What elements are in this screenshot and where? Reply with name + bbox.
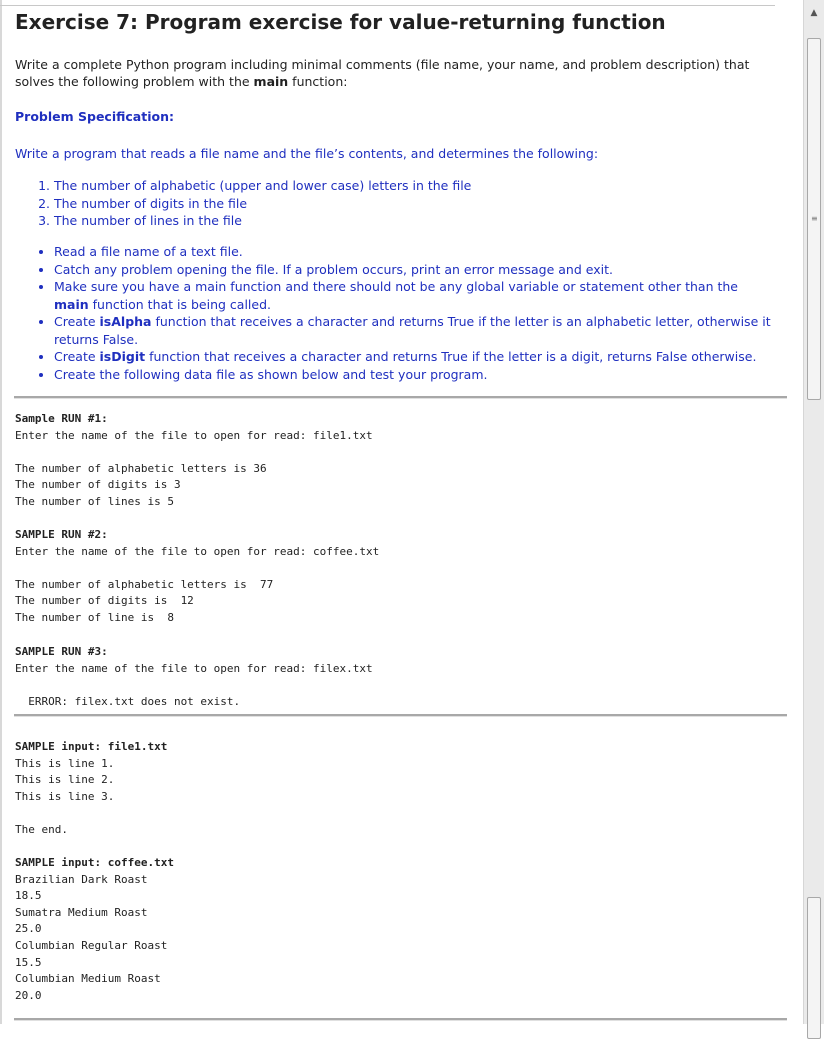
spec-text: Write a program that reads a file name and the file’s contents, and determines the following:: [15, 146, 599, 161]
bullet-text: Create: [54, 314, 100, 329]
intro-paragraph: [15, 56, 780, 90]
input-label: SAMPLE input: coffee.txt: [15, 856, 174, 869]
sample-input-coffee: [15, 855, 174, 1004]
run-output: The number of digits is 12: [15, 594, 194, 608]
list-item: • Catch any problem opening the file. If a problem occurs, print an error message and exit.: [54, 261, 774, 279]
bullet-text: Create: [54, 349, 100, 364]
input-line: 18.5: [15, 889, 42, 903]
bullet-text: function that receives a character and returns True if the letter is an alphabetic letter, otherwise it returns False.: [54, 314, 771, 347]
list-item: 1. The number of alphabetic (upper and lower case) letters in the file: [54, 177, 774, 195]
bullet-text: function that is being called.: [88, 296, 271, 312]
grip-icon: ≡: [811, 214, 818, 223]
run-prompt: Enter the name of the file to open for read: coffee.txt: [15, 544, 380, 558]
requirements-list: [15, 177, 774, 230]
instructions-list: [15, 243, 774, 383]
run-label: Sample RUN #1:: [15, 412, 108, 425]
divider: [14, 396, 787, 399]
run-output: The number of lines is 5: [15, 494, 174, 508]
spec-heading: Problem Specification:: [15, 109, 174, 124]
intro-tail: function:: [288, 74, 348, 89]
input-label: SAMPLE input: file1.txt: [15, 740, 168, 753]
intro-main-bold: main: [253, 74, 289, 89]
sample-input-file1: [15, 739, 167, 839]
list-item: [54, 348, 774, 366]
bullet-bold: isAlpha: [99, 314, 152, 329]
input-line: 15.5: [15, 955, 42, 969]
sample-run-2: [15, 527, 379, 627]
run-error: ERROR: filex.txt does not exist.: [15, 694, 241, 708]
list-item: [54, 313, 774, 348]
exercise-title: Exercise 7: Program exercise for value-returning function: [15, 10, 666, 34]
intro-text: Write a complete Python program including minimal comments (file name, your name, and problem description) that solves the following problem with the: [15, 57, 750, 89]
run-output: The number of line is 8: [15, 610, 174, 624]
divider: [14, 1018, 787, 1021]
sample-run-3: [15, 644, 373, 710]
input-line: 25.0: [15, 922, 42, 936]
run-label: SAMPLE RUN #3:: [15, 645, 108, 658]
sample-run-1: [15, 411, 373, 511]
top-border: [0, 5, 775, 6]
vertical-scrollbar[interactable]: [803, 0, 824, 1024]
list-item: [54, 278, 774, 313]
divider: [14, 714, 787, 717]
run-prompt: Enter the name of the file to open for read: file1.txt: [15, 428, 373, 442]
input-line: Brazilian Dark Roast: [15, 872, 148, 886]
window-edge: [0, 0, 2, 1024]
list-item: • Create the following data file as shown below and test your program.: [54, 366, 774, 384]
bullet-bold: isDigit: [99, 349, 146, 364]
input-line: This is line 3.: [15, 789, 115, 803]
list-item: 3. The number of lines in the file: [54, 212, 774, 230]
list-item: • Read a file name of a text file.: [54, 243, 774, 261]
bullet-text: Make sure you have a main function and there should not be any global variable or statement other than the: [54, 279, 738, 294]
bullet-bold: main: [54, 296, 89, 312]
run-prompt: Enter the name of the file to open for read: filex.txt: [15, 661, 373, 675]
input-line: 20.0: [15, 988, 42, 1002]
input-line: The end.: [15, 822, 68, 836]
run-output: The number of digits is 3: [15, 478, 181, 492]
run-output: The number of alphabetic letters is 77: [15, 577, 274, 591]
run-output: The number of alphabetic letters is 36: [15, 461, 267, 475]
input-line: Columbian Medium Roast: [15, 972, 161, 986]
input-line: Sumatra Medium Roast: [15, 905, 148, 919]
scroll-thumb[interactable]: [807, 38, 821, 400]
run-label: SAMPLE RUN #2:: [15, 528, 108, 541]
scroll-thumb[interactable]: [807, 897, 821, 1039]
scroll-up-icon[interactable]: ▲: [810, 8, 818, 18]
list-item: 2. The number of digits in the file: [54, 195, 774, 213]
input-line: This is line 2.: [15, 773, 115, 787]
input-line: This is line 1.: [15, 756, 115, 770]
input-line: Columbian Regular Roast: [15, 938, 168, 952]
bullet-text: function that receives a character and returns True if the letter is a digit, returns False otherwise.: [145, 349, 757, 364]
